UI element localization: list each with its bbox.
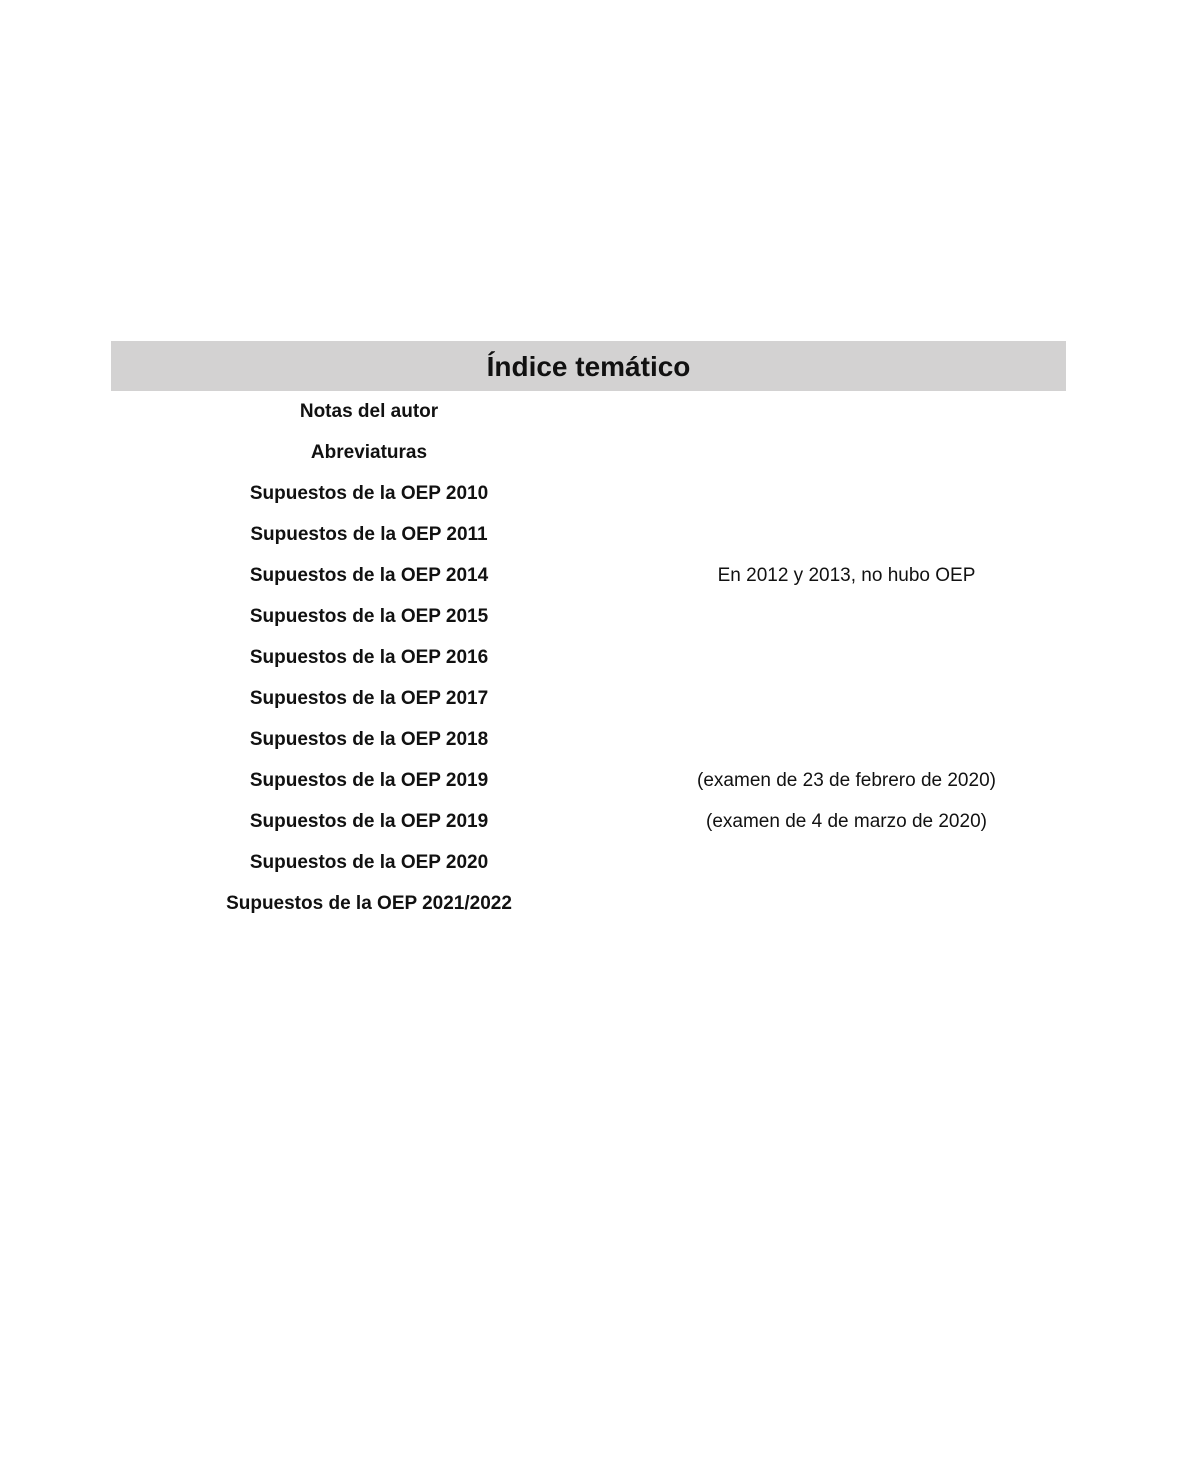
toc-row	[111, 883, 1066, 924]
toc-row	[111, 637, 1066, 678]
toc-row	[111, 391, 1066, 432]
toc-row	[111, 596, 1066, 637]
toc-entry-oep-2018[interactable]: Supuestos de la OEP 2018	[249, 729, 489, 750]
page-title: Índice temático	[486, 351, 691, 382]
table-of-contents	[111, 391, 1066, 924]
toc-entry-abreviaturas[interactable]: Abreviaturas	[310, 442, 428, 463]
toc-note-examen-febrero: (examen de 23 de febrero de 2020)	[697, 770, 996, 791]
toc-row	[111, 678, 1066, 719]
toc-row	[111, 514, 1066, 555]
toc-entry-oep-2021-2022[interactable]: Supuestos de la OEP 2021/2022	[226, 893, 512, 914]
toc-entry-notas-del-autor[interactable]: Notas del autor	[299, 401, 439, 422]
toc-note-examen-marzo: (examen de 4 de marzo de 2020)	[706, 811, 987, 832]
toc-row	[111, 432, 1066, 473]
toc-entry-oep-2016[interactable]: Supuestos de la OEP 2016	[249, 647, 489, 668]
toc-row	[111, 760, 1066, 801]
toc-note-2012-2013: En 2012 y 2013, no hubo OEP	[717, 565, 976, 586]
toc-entry-oep-2019-febrero[interactable]: Supuestos de la OEP 2019	[249, 770, 489, 791]
toc-entry-oep-2015[interactable]: Supuestos de la OEP 2015	[249, 606, 489, 627]
toc-entry-oep-2020[interactable]: Supuestos de la OEP 2020	[249, 852, 489, 873]
toc-entry-oep-2017[interactable]: Supuestos de la OEP 2017	[249, 688, 489, 709]
toc-row	[111, 842, 1066, 883]
toc-entry-oep-2011[interactable]: Supuestos de la OEP 2011	[250, 524, 488, 545]
toc-row	[111, 555, 1066, 596]
toc-row	[111, 473, 1066, 514]
toc-entry-oep-2014[interactable]: Supuestos de la OEP 2014	[249, 565, 489, 586]
toc-entry-oep-2019-marzo[interactable]: Supuestos de la OEP 2019	[249, 811, 489, 832]
toc-row	[111, 801, 1066, 842]
title-band	[111, 341, 1066, 391]
toc-entry-oep-2010[interactable]: Supuestos de la OEP 2010	[249, 483, 489, 504]
toc-row	[111, 719, 1066, 760]
